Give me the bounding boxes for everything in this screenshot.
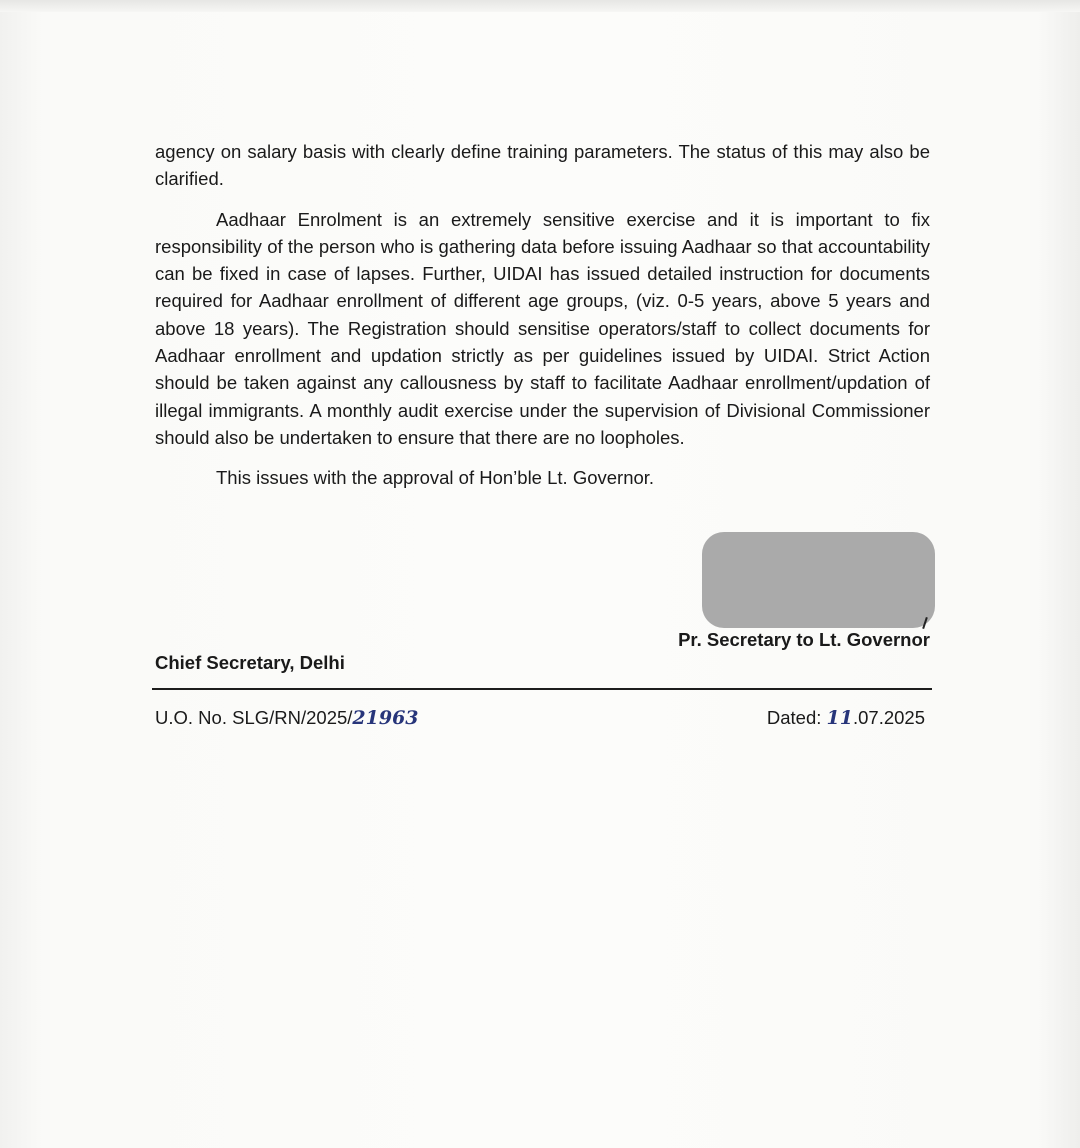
paragraph-approval: This issues with the approval of Hon’ble Lt. Governor. <box>216 467 655 489</box>
scan-top-edge <box>0 0 1080 12</box>
uo-number-handwritten: 21963 <box>352 707 419 729</box>
letter-body <box>155 138 930 492</box>
uo-number-prefix: U.O. No. SLG/RN/2025/ <box>155 707 353 728</box>
dated-month-year: .07.2025 <box>852 707 925 728</box>
paragraph-continuation: agency on salary basis with clearly define training parameters. The status of this may also be clarified. <box>155 141 930 190</box>
addressee: Chief Secretary, Delhi <box>155 652 345 673</box>
dated-label: Dated: <box>766 707 822 728</box>
divider-line <box>152 688 932 690</box>
uo-number <box>155 707 419 729</box>
signatory-title: Pr. Secretary to Lt. Governor <box>678 629 930 650</box>
redacted-signature <box>702 532 935 628</box>
paragraph-aadhaar-enrolment: Aadhaar Enrolment is an extremely sensitive exercise and it is important to fix responsibility of the person who is gathering data before issuing Aadhaar so that accountability can be fixed in case of lapses. Further, UIDAI has issued detailed instruction for documents required for Aadhaar enrollment of different age groups, (viz. 0-5 years, above 5 years and above 18 years). The Registration should sensitise operators/staff to collect documents for Aadhaar enrollment and updation strictly as per guidelines issued by UIDAI. Strict Action should be taken against any callousness by staff to facilitate Aadhaar enrollment/updation of illegal immigrants. A monthly audit exercise under the supervision of Divisional Commissioner should also be undertaken to ensure that there are no loopholes. <box>155 208 930 448</box>
dated-day-handwritten: 11 <box>826 707 853 729</box>
date-line <box>767 707 925 729</box>
